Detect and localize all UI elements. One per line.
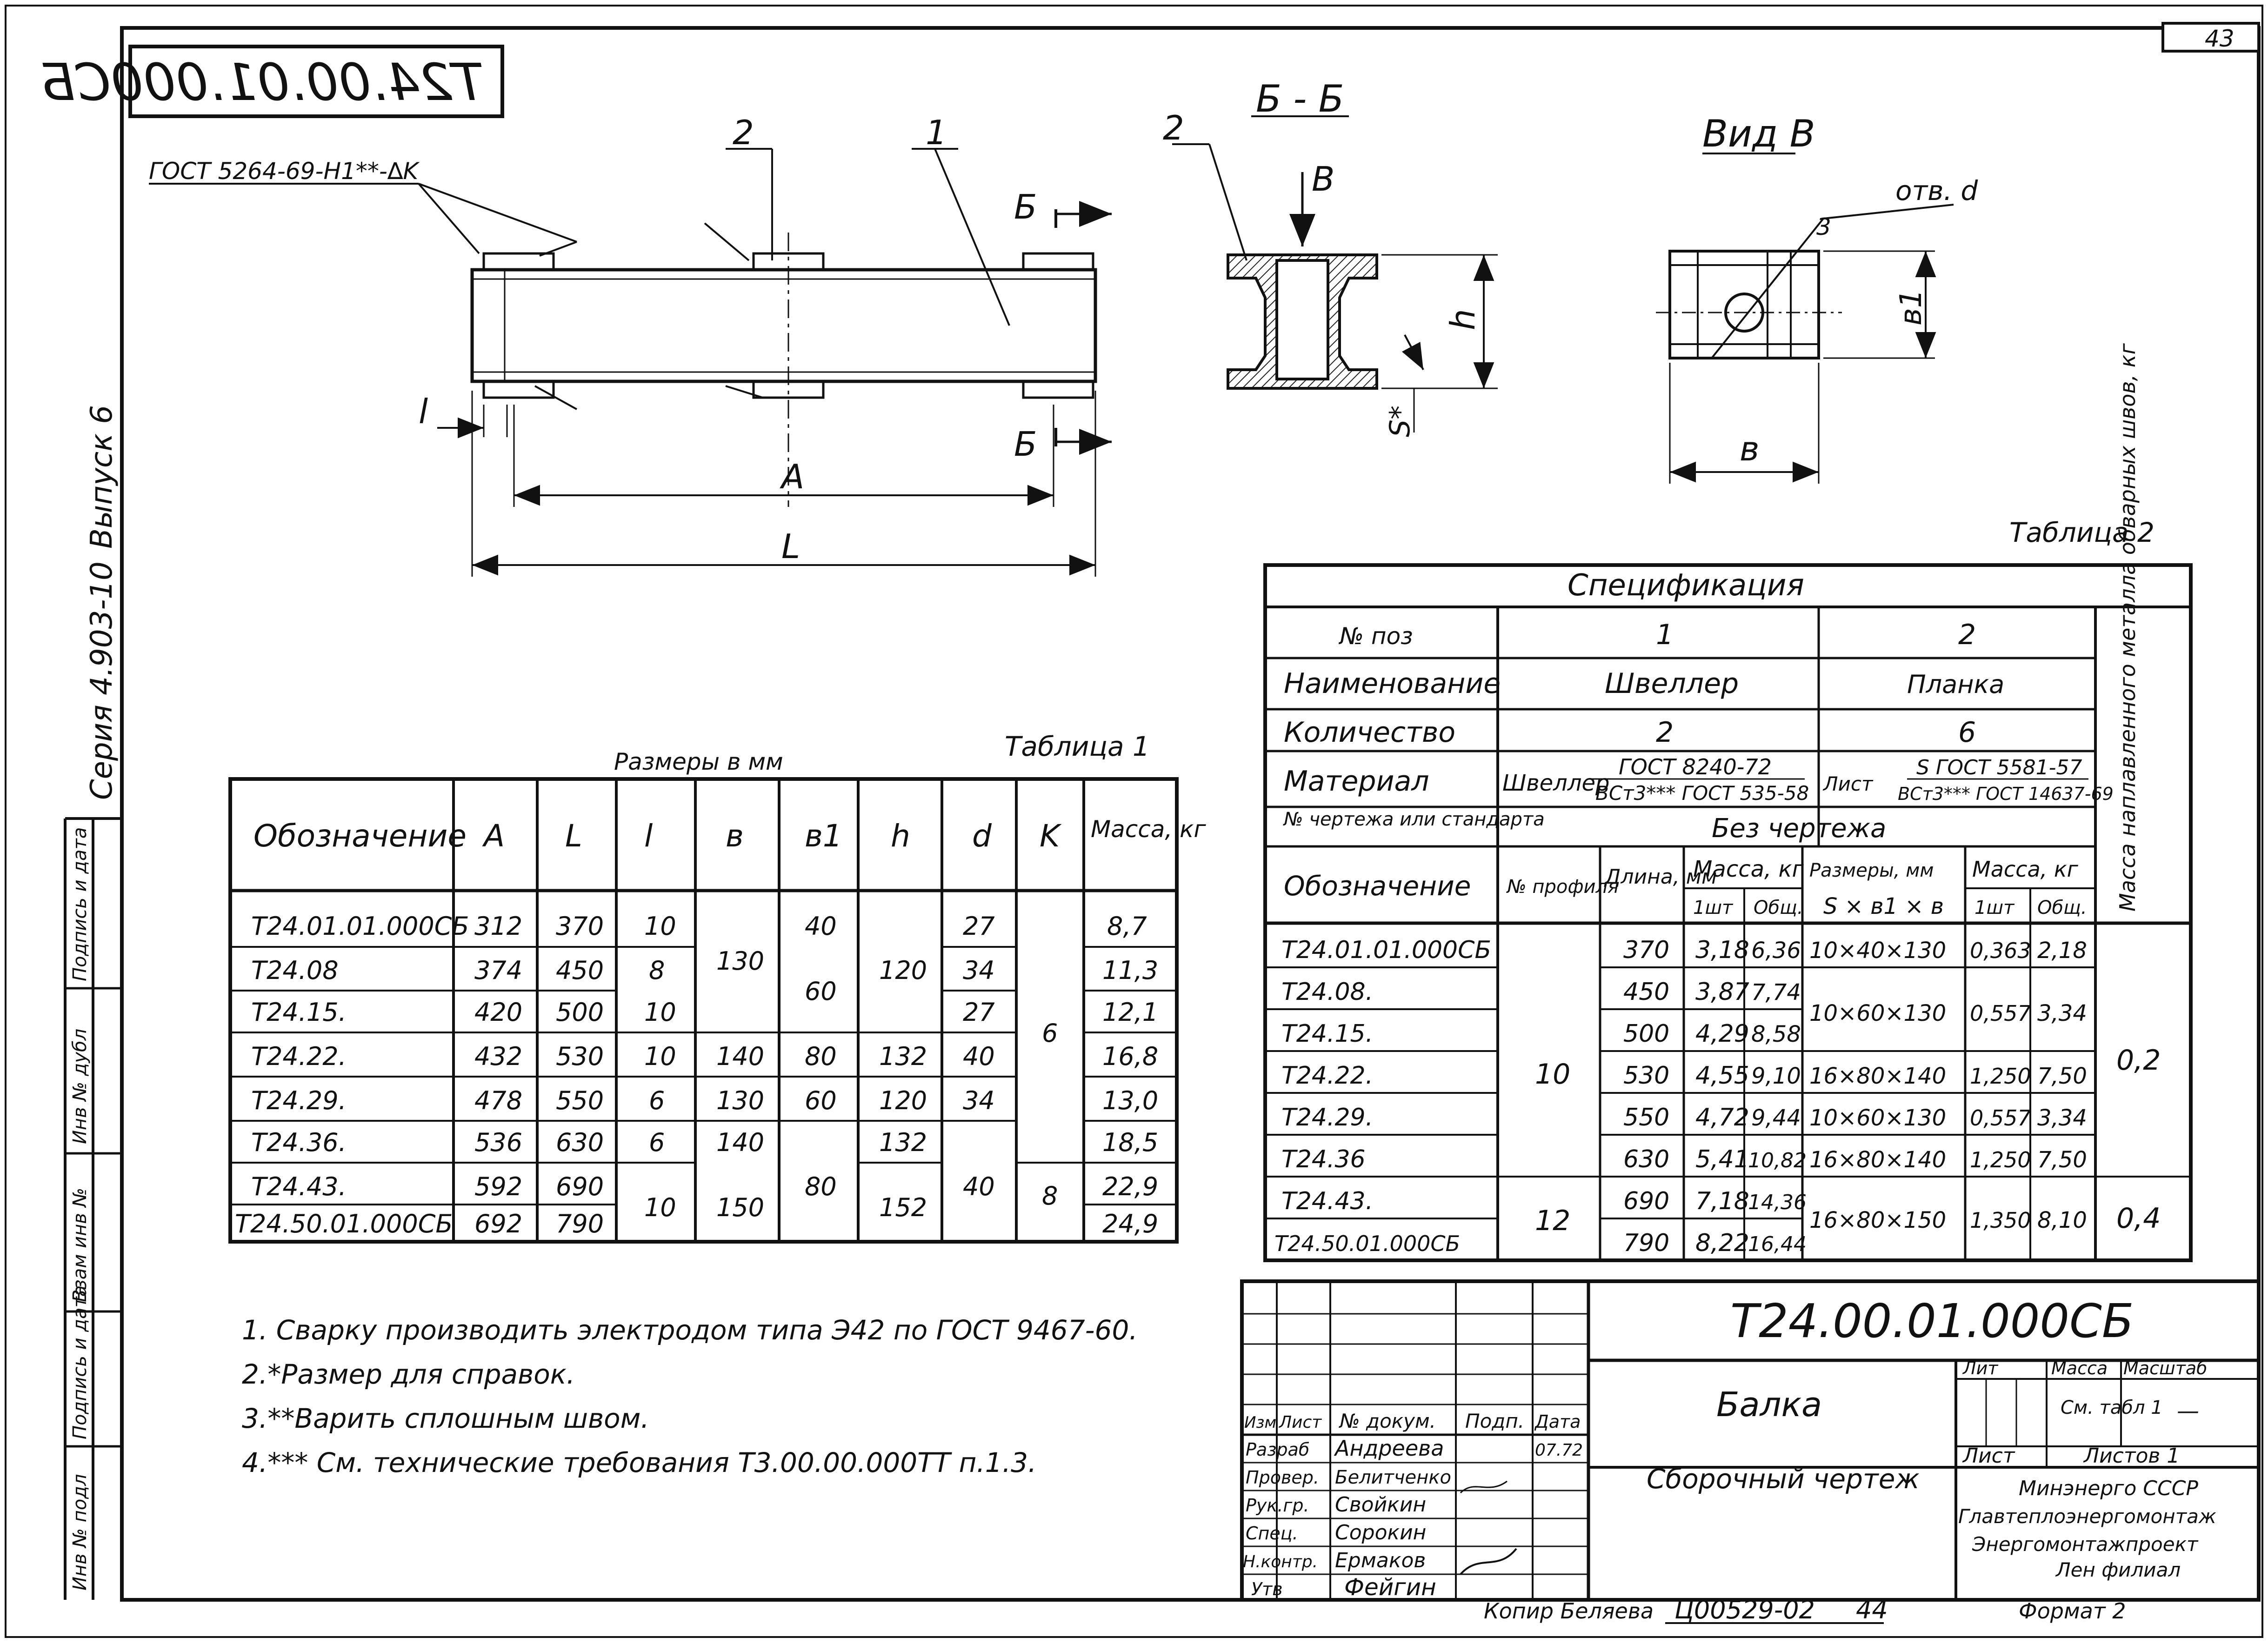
dim-L-label: L [781, 527, 800, 566]
svg-text:Подп.: Подп. [1465, 1410, 1525, 1432]
svg-text:8,10: 8,10 [2037, 1207, 2087, 1233]
section-mark-bottom: Б [1014, 425, 1037, 464]
svg-text:60: 60 [805, 977, 837, 1006]
svg-text:Швеллер: Швеллер [1605, 667, 1739, 700]
svg-text:8,7: 8,7 [1107, 912, 1147, 941]
svg-text:Обозначение: Обозначение [1284, 870, 1471, 902]
svg-text:9,10: 9,10 [1751, 1063, 1801, 1089]
view-v-dim-b: в [1740, 429, 1760, 468]
svg-text:10×60×130: 10×60×130 [1809, 1105, 1947, 1131]
section-dim-s: S* [1384, 405, 1416, 437]
svg-text:Андреева: Андреева [1335, 1436, 1444, 1461]
svg-text:Материал: Материал [1284, 765, 1429, 798]
svg-text:7,18: 7,18 [1695, 1187, 1749, 1215]
svg-text:16,8: 16,8 [1102, 1042, 1159, 1071]
svg-text:80: 80 [805, 1042, 837, 1071]
svg-text:Энергомонтажпроект: Энергомонтажпроект [1972, 1533, 2198, 1556]
svg-text:0,557: 0,557 [1970, 1105, 2031, 1131]
svg-text:692: 692 [474, 1209, 523, 1238]
svg-text:536: 536 [474, 1128, 523, 1157]
svg-text:K: K [1040, 818, 1060, 854]
section-dim-h: h [1443, 309, 1482, 330]
margin-series: Серия 4.903-10 [85, 561, 119, 800]
svg-text:Фейгин: Фейгин [1344, 1574, 1436, 1601]
svg-text:См. табл 1: См. табл 1 [2061, 1397, 2163, 1418]
margin-label: Инв № подл [69, 1474, 91, 1591]
table-1-units: Размеры в мм [614, 748, 783, 775]
svg-text:14,36: 14,36 [1748, 1191, 1807, 1214]
svg-text:10: 10 [644, 1042, 676, 1071]
note-1: 1. Сварку производить электродом типа Э42 по ГОСТ 9467-60. [242, 1314, 1138, 1346]
svg-text:Размеры, мм: Размеры, мм [1809, 860, 1934, 881]
svg-text:500: 500 [556, 998, 604, 1027]
svg-text:ГОСТ 8240-72: ГОСТ 8240-72 [1619, 754, 1772, 779]
page-number: 43 [2205, 25, 2235, 52]
svg-text:Утв: Утв [1251, 1579, 1283, 1599]
svg-text:3,34: 3,34 [2037, 1000, 2087, 1026]
svg-text:7,74: 7,74 [1751, 979, 1801, 1005]
svg-text:420: 420 [474, 998, 523, 1027]
margin-issue: Выпуск 6 [85, 405, 119, 549]
svg-text:Лист: Лист [1963, 1444, 2015, 1468]
svg-text:Т24.29.: Т24.29. [251, 1086, 347, 1115]
svg-text:ВСт3*** ГОСТ 14637-69: ВСт3*** ГОСТ 14637-69 [1898, 784, 2114, 804]
svg-text:Свойкин: Свойкин [1335, 1493, 1427, 1517]
svg-text:130: 130 [716, 1086, 765, 1115]
svg-text:4,72: 4,72 [1695, 1104, 1749, 1131]
svg-text:10,82: 10,82 [1748, 1149, 1807, 1172]
svg-text:Т24.43.: Т24.43. [1281, 1187, 1374, 1215]
svg-text:Общ.: Общ. [2037, 897, 2087, 919]
svg-text:370: 370 [556, 912, 604, 941]
table-2-title: Спецификация [1568, 568, 1804, 603]
svg-text:550: 550 [1623, 1104, 1670, 1131]
margin-label: Подпись и дата [69, 827, 91, 981]
svg-text:10×60×130: 10×60×130 [1809, 1000, 1947, 1026]
svg-text:Масса, кг: Масса, кг [1693, 856, 1804, 882]
svg-text:8: 8 [1042, 1181, 1058, 1211]
svg-text:10: 10 [644, 998, 676, 1027]
svg-text:Дата: Дата [1535, 1411, 1581, 1432]
svg-text:Т24.08: Т24.08 [251, 956, 339, 985]
svg-text:2: 2 [1656, 716, 1674, 749]
svg-text:Т24.15.: Т24.15. [251, 998, 347, 1027]
title-code: Т24.00.01.000СБ [1730, 1294, 2134, 1348]
svg-text:Спец.: Спец. [1246, 1523, 1298, 1544]
svg-text:690: 690 [556, 1172, 604, 1201]
svg-text:1,250: 1,250 [1970, 1147, 2031, 1172]
svg-text:432: 432 [474, 1042, 523, 1071]
svg-text:132: 132 [879, 1042, 927, 1071]
svg-text:16×80×150: 16×80×150 [1809, 1207, 1947, 1233]
section-pos-2: 2 [1163, 108, 1184, 147]
svg-text:132: 132 [879, 1128, 927, 1157]
svg-text:40: 40 [963, 1172, 995, 1201]
svg-text:790: 790 [1623, 1229, 1670, 1257]
svg-text:Т24.50.01.000СБ: Т24.50.01.000СБ [1274, 1231, 1461, 1256]
svg-text:Количество: Количество [1284, 716, 1456, 749]
svg-text:2,18: 2,18 [2037, 938, 2087, 964]
svg-text:8,22: 8,22 [1695, 1229, 1749, 1257]
svg-text:S × в1 × в: S × в1 × в [1823, 893, 1944, 919]
svg-text:3,34: 3,34 [2037, 1105, 2087, 1131]
svg-text:в1: в1 [805, 818, 842, 854]
svg-text:3,18: 3,18 [1695, 936, 1749, 964]
svg-text:370: 370 [1623, 936, 1670, 964]
svg-text:№ докум.: № докум. [1340, 1410, 1436, 1432]
svg-text:в: в [726, 818, 744, 854]
table-2-caption: Таблица 2 [2009, 517, 2155, 548]
svg-text:Без чертежа: Без чертежа [1712, 813, 1887, 844]
svg-text:d: d [972, 818, 992, 854]
section-mark-top: Б [1014, 187, 1037, 226]
svg-text:1,350: 1,350 [1970, 1208, 2031, 1233]
title-doc-type: Сборочный чертеж [1647, 1463, 1920, 1495]
svg-text:№ чертежа или стандарта: № чертежа или стандарта [1284, 809, 1545, 830]
svg-text:80: 80 [805, 1172, 837, 1201]
table-2-body [1274, 936, 2161, 1257]
svg-text:0,363: 0,363 [1970, 938, 2031, 963]
svg-text:34: 34 [963, 956, 995, 985]
svg-text:60: 60 [805, 1086, 837, 1115]
view-v-hole: отв. d [1895, 175, 1978, 206]
note-3: 3.**Варить сплошным швом. [242, 1403, 649, 1434]
svg-text:6: 6 [1042, 1018, 1058, 1048]
svg-text:Т24.36: Т24.36 [1281, 1145, 1366, 1173]
svg-text:130: 130 [716, 946, 765, 976]
svg-text:478: 478 [474, 1086, 523, 1115]
svg-text:Ермаков: Ермаков [1335, 1549, 1426, 1572]
svg-text:8,58: 8,58 [1751, 1021, 1801, 1047]
svg-text:6: 6 [1958, 716, 1976, 749]
svg-text:7,50: 7,50 [2037, 1147, 2087, 1173]
svg-text:18,5: 18,5 [1102, 1128, 1159, 1157]
svg-text:12: 12 [1535, 1205, 1571, 1237]
svg-text:1шт: 1шт [1693, 897, 1733, 919]
svg-text:11,3: 11,3 [1102, 956, 1159, 985]
svg-text:Масса, кг: Масса, кг [1091, 816, 1206, 843]
svg-text:07.72: 07.72 [1535, 1441, 1583, 1460]
svg-text:0,4: 0,4 [2116, 1202, 2161, 1235]
svg-text:Т24.01.01.000СБ: Т24.01.01.000СБ [251, 912, 469, 941]
svg-text:Т24.22.: Т24.22. [1281, 1062, 1374, 1090]
footer-archive-num: 44 [1856, 1595, 1888, 1624]
section-title: Б - Б [1256, 77, 1344, 120]
svg-text:4,55: 4,55 [1695, 1062, 1749, 1090]
svg-text:630: 630 [556, 1128, 604, 1157]
svg-text:ВСт3*** ГОСТ 535-58: ВСт3*** ГОСТ 535-58 [1595, 782, 1809, 805]
table-1-headers [253, 816, 1206, 854]
svg-text:530: 530 [556, 1042, 604, 1071]
dim-A-label: A [781, 457, 805, 496]
weld-note: ГОСТ 5264-69-Н1**-∆K [149, 158, 419, 185]
svg-text:Обозначение: Обозначение [253, 818, 467, 854]
svg-text:6: 6 [649, 1128, 665, 1157]
title-name: Балка [1716, 1385, 1822, 1424]
svg-text:—: — [2177, 1398, 2199, 1424]
main-view [149, 149, 1112, 577]
svg-text:34: 34 [963, 1086, 995, 1115]
svg-text:40: 40 [963, 1042, 995, 1071]
svg-text:10×40×130: 10×40×130 [1809, 938, 1947, 964]
svg-text:Масштаб: Масштаб [2123, 1358, 2208, 1378]
note-2: 2.*Размер для справок. [242, 1358, 575, 1390]
svg-text:0,2: 0,2 [2116, 1044, 2161, 1077]
svg-text:Н.контр.: Н.контр. [1243, 1552, 1318, 1571]
pos-2-label: 2 [733, 113, 754, 152]
svg-text:Т24.43.: Т24.43. [251, 1172, 347, 1201]
svg-text:4,29: 4,29 [1695, 1020, 1749, 1048]
svg-text:27: 27 [963, 912, 995, 941]
svg-text:l: l [644, 818, 653, 854]
svg-text:690: 690 [1623, 1187, 1670, 1215]
svg-text:40: 40 [805, 912, 837, 941]
svg-text:152: 152 [879, 1193, 927, 1222]
section-view-mark: В [1312, 160, 1335, 199]
svg-text:374: 374 [474, 956, 523, 985]
svg-text:Лист: Лист [1279, 1413, 1322, 1432]
svg-text:Главтеплоэнергомонтаж: Главтеплоэнергомонтаж [1958, 1505, 2216, 1528]
svg-text:h: h [891, 818, 910, 854]
svg-text:Белитченко: Белитченко [1335, 1467, 1451, 1488]
svg-text:140: 140 [716, 1042, 765, 1071]
svg-text:13,0: 13,0 [1102, 1086, 1159, 1115]
note-4: 4.*** См. технические требования Т3.00.00.000ТТ п.1.3. [242, 1447, 1037, 1478]
footer [1484, 1595, 2126, 1624]
svg-text:Минэнерго СССР: Минэнерго СССР [2019, 1477, 2198, 1500]
left-margin [65, 405, 122, 1600]
svg-text:Разраб: Разраб [1246, 1439, 1310, 1460]
svg-text:10: 10 [644, 912, 676, 941]
svg-text:140: 140 [716, 1128, 765, 1157]
svg-text:6,36: 6,36 [1751, 938, 1801, 964]
svg-text:Лит: Лит [1963, 1358, 1998, 1378]
dim-l-label: l [419, 392, 428, 431]
svg-text:№ поз: № поз [1340, 623, 1413, 650]
svg-text:A: A [484, 818, 505, 854]
svg-text:16,44: 16,44 [1748, 1232, 1807, 1256]
footer-archive: Ц00529-02 [1674, 1595, 1815, 1624]
svg-text:Лист: Лист [1823, 772, 1873, 795]
svg-text:Лен филиал: Лен филиал [2056, 1558, 2181, 1581]
svg-text:L: L [565, 818, 582, 854]
svg-text:3,87: 3,87 [1695, 978, 1749, 1006]
svg-text:530: 530 [1623, 1062, 1670, 1090]
svg-text:Т24.01.01.000СБ: Т24.01.01.000СБ [1281, 936, 1492, 964]
svg-text:Наименование: Наименование [1284, 667, 1501, 700]
svg-text:Т24.29.: Т24.29. [1281, 1104, 1374, 1131]
svg-text:Масса: Масса [2051, 1358, 2108, 1378]
svg-text:10: 10 [1535, 1058, 1571, 1091]
svg-text:1,250: 1,250 [1970, 1064, 2031, 1089]
svg-text:7,50: 7,50 [2037, 1063, 2087, 1089]
svg-text:Листов 1: Листов 1 [2084, 1444, 2180, 1468]
notes [242, 1314, 1138, 1478]
svg-text:630: 630 [1623, 1145, 1670, 1173]
svg-text:10: 10 [644, 1193, 676, 1222]
svg-text:S ГОСТ 5581-57: S ГОСТ 5581-57 [1916, 756, 2082, 779]
svg-text:Длина, мм: Длина, мм [1605, 865, 1717, 889]
svg-text:5,41: 5,41 [1695, 1145, 1749, 1173]
svg-text:150: 150 [716, 1193, 765, 1222]
svg-text:2: 2 [1958, 619, 1976, 651]
svg-text:24,9: 24,9 [1102, 1209, 1159, 1238]
svg-text:Сорокин: Сорокин [1335, 1521, 1427, 1544]
svg-text:№ профиля: № профиля [1507, 876, 1619, 898]
svg-text:Т24.22.: Т24.22. [251, 1042, 347, 1071]
footer-copied: Копир Беляева [1484, 1598, 1654, 1624]
svg-text:Т24.50.01.000СБ: Т24.50.01.000СБ [235, 1209, 453, 1238]
svg-text:550: 550 [556, 1086, 604, 1115]
svg-text:8: 8 [649, 956, 665, 985]
svg-text:16×80×140: 16×80×140 [1809, 1147, 1947, 1173]
svg-text:Рук.гр.: Рук.гр. [1246, 1495, 1309, 1516]
svg-text:9,44: 9,44 [1751, 1105, 1801, 1131]
table-1-caption: Таблица 1 [1005, 731, 1150, 762]
svg-text:1шт: 1шт [1974, 897, 2015, 919]
view-v-weld: 3 [1816, 213, 1831, 240]
svg-text:Провер.: Провер. [1246, 1467, 1319, 1488]
svg-text:Планка: Планка [1907, 670, 2005, 699]
svg-text:Т24.08.: Т24.08. [1281, 978, 1374, 1006]
svg-text:120: 120 [879, 1086, 927, 1115]
svg-text:Т24.15.: Т24.15. [1281, 1020, 1374, 1048]
view-v-dim-b1: в1 [1894, 289, 1928, 326]
footer-format: Формат 2 [2019, 1598, 2126, 1624]
svg-text:Швеллер: Швеллер [1502, 770, 1610, 796]
pos-1-label: 1 [926, 113, 947, 152]
margin-label: Подпись и дата [69, 1285, 91, 1439]
svg-text:592: 592 [474, 1172, 523, 1201]
svg-text:12,1: 12,1 [1102, 998, 1159, 1027]
svg-text:Общ.: Общ. [1754, 897, 1803, 919]
svg-text:312: 312 [474, 912, 523, 941]
svg-text:Масса, кг: Масса, кг [1972, 857, 2078, 882]
svg-text:Масса наплавленного металла об: Масса наплавленного металла обварных швов, кг [2115, 343, 2140, 912]
view-v-title: Вид В [1702, 112, 1815, 155]
svg-text:22,9: 22,9 [1102, 1172, 1159, 1201]
svg-text:1: 1 [1656, 619, 1674, 651]
svg-text:Изм: Изм [1244, 1413, 1277, 1432]
svg-text:6: 6 [649, 1086, 665, 1115]
section-view [1172, 116, 1498, 433]
svg-text:450: 450 [556, 956, 604, 985]
svg-text:0,557: 0,557 [1970, 1001, 2031, 1026]
svg-text:16×80×140: 16×80×140 [1809, 1063, 1947, 1089]
svg-text:450: 450 [1623, 978, 1670, 1006]
svg-text:790: 790 [556, 1209, 604, 1238]
svg-text:500: 500 [1623, 1020, 1670, 1048]
svg-text:120: 120 [879, 956, 927, 985]
margin-label: Инв № дубл [69, 1028, 91, 1144]
svg-text:27: 27 [963, 998, 995, 1027]
mirrored-code: Т24.00.01.000СБ [40, 53, 484, 112]
margin-label: Взам инв № [69, 1187, 91, 1302]
svg-text:Т24.36.: Т24.36. [251, 1128, 347, 1157]
